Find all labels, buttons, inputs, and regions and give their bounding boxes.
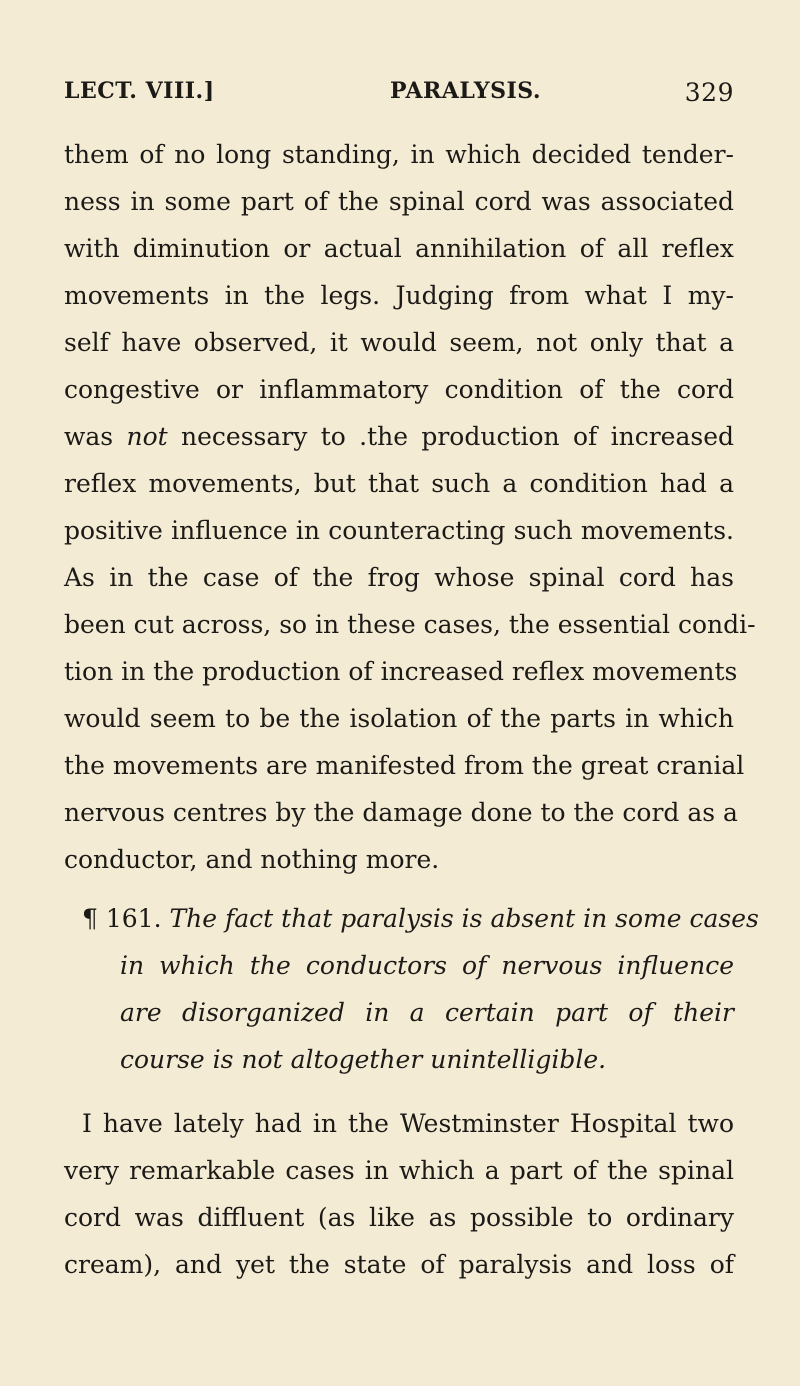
text-line: them of no long standing, in which decided tender- (64, 140, 734, 169)
section-heading-line (82, 904, 759, 934)
text-segment: was (64, 422, 114, 451)
section-heading-line: are disorganized in a certain part of their (120, 998, 734, 1027)
page-number: 329 (684, 78, 734, 107)
section-heading-line: in which the conductors of nervous influence (120, 951, 734, 980)
running-header (64, 78, 734, 108)
text-line: the movements are manifested from the great cranial (64, 751, 745, 780)
text-line: been cut across, so in these cases, the essential condi- (64, 610, 756, 639)
text-line: tion in the production of increased reflex movements (64, 657, 738, 686)
header-title: PARALYSIS. (390, 78, 542, 104)
text-line: cream), and yet the state of paralysis and loss of (64, 1250, 734, 1279)
section-mark: ¶ 161. (82, 904, 162, 933)
text-line: positive influence in counteracting such movements. (64, 516, 734, 545)
text-line (64, 422, 734, 452)
text-line: As in the case of the frog whose spinal cord has (64, 563, 734, 592)
text-line: self have observed, it would seem, not only that a (64, 328, 734, 357)
text-line: nervous centres by the damage done to the cord as a (64, 798, 738, 827)
section-title: The fact that paralysis is absent in some cases (169, 904, 759, 933)
section-heading-line: course is not altogether unintelligible. (120, 1045, 607, 1074)
header-lecture: LECT. VIII.] (64, 78, 215, 104)
text-line: cord was diffluent (as like as possible to ordinary (64, 1203, 734, 1232)
emphasis-not: not (126, 422, 168, 451)
text-line: conductor, and nothing more. (64, 845, 440, 874)
text-line: reflex movements, but that such a condition had a (64, 469, 734, 498)
text-line: ness in some part of the spinal cord was associated (64, 187, 734, 216)
text-line: with diminution or actual annihilation of all reflex (64, 234, 734, 263)
text-line: I have lately had in the Westminster Hospital two (82, 1109, 734, 1138)
text-line: congestive or inflammatory condition of the cord (64, 375, 734, 404)
text-line: very remarkable cases in which a part of the spinal (64, 1156, 734, 1185)
text-line: movements in the legs. Judging from what I my- (64, 281, 734, 310)
text-line: would seem to be the isolation of the parts in which (64, 704, 734, 733)
text-segment: necessary to .the production of increased (181, 422, 734, 451)
